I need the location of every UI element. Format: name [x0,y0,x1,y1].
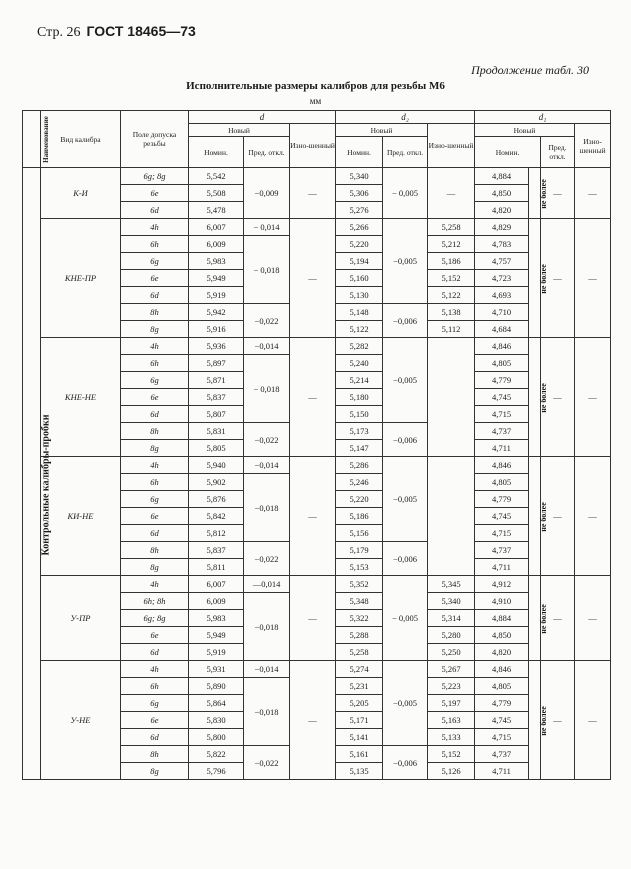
tolerance-field-cell: 6g [121,253,189,270]
table-row [23,168,611,185]
d2-worn-cell: 5,112 [428,321,475,338]
d-dev-header: Пред. откл. [244,137,290,168]
d1-nominal-cell: 4,846 [475,338,529,355]
tolerance-field-cell: 4h [121,457,189,474]
d-nominal-cell: 5,822 [189,746,244,763]
not-more-cell: не более [529,168,541,219]
d2-deviation-cell: −0,006 [383,304,428,338]
d1-deviation-cell: — [541,219,575,338]
d-deviation-cell: −0,022 [244,423,290,457]
d-worn-cell: — [290,168,336,219]
d2-nominal-cell: 5,153 [336,559,383,576]
d-deviation-cell: −0,014 [244,661,290,678]
tolerance-field-cell: 8g [121,440,189,457]
d1-nominal-cell: 4,737 [475,423,529,440]
d-nominal-cell: 5,936 [189,338,244,355]
d1-worn-cell: — [575,457,611,576]
d-deviation-cell: −0,022 [244,304,290,338]
d-nominal-cell: 6,007 [189,219,244,236]
d2-nominal-cell: 5,122 [336,321,383,338]
d1-nominal-cell: 4,820 [475,644,529,661]
d2-worn-cell: 5,126 [428,763,475,780]
d2-nominal-cell: 5,282 [336,338,383,355]
tolerance-field-cell: 6e [121,627,189,644]
table-row [23,457,611,474]
d-deviation-cell: −0,018 [244,678,290,746]
tolerance-field-cell: 6d [121,644,189,661]
d2-worn-cell: 5,250 [428,644,475,661]
d2-worn-cell: — [428,168,475,219]
d-nominal-cell: 5,811 [189,559,244,576]
page-number: Стр. 26 [37,25,81,40]
tolerance-field-cell: 8g [121,559,189,576]
tolerance-field-cell: 6g; 8g [121,610,189,627]
d-deviation-cell: −0,022 [244,746,290,780]
d2-deviation-cell: −0,005 [383,661,428,746]
d1-nominal-cell: 4,884 [475,168,529,185]
tolerance-field-cell: 6e [121,712,189,729]
d2-nominal-cell: 5,220 [336,491,383,508]
d1-nominal-cell: 4,684 [475,321,529,338]
d1-worn-header: Изно-шенный [575,124,611,168]
d-deviation-cell: −0,009 [244,168,290,219]
not-more-cell: не более [529,661,541,780]
d1-nominal-cell: 4,779 [475,491,529,508]
d2-worn-cell: 5,345 [428,576,475,593]
d2-nominal-cell: 5,130 [336,287,383,304]
d-deviation-cell: −0,018 [244,593,290,661]
d2-worn-cell: 5,280 [428,627,475,644]
gauge-type-cell: К-И [41,168,121,219]
d1-nominal-cell: 4,850 [475,627,529,644]
d-nominal-cell: 5,837 [189,389,244,406]
d1-nominal-cell: 4,693 [475,287,529,304]
d-header: d [189,111,336,124]
d1-nominal-cell: 4,757 [475,253,529,270]
d2-worn-cell: 5,163 [428,712,475,729]
d2-nominal-cell: 5,156 [336,525,383,542]
d2-nominal-cell: 5,306 [336,185,383,202]
d2-nominal-cell: 5,160 [336,270,383,287]
d2-nominal-cell: 5,148 [336,304,383,321]
d-deviation-cell: −0,018 [244,474,290,542]
gauge-type-cell: КНЕ-ПР [41,219,121,338]
tolerance-field-cell: 6e [121,508,189,525]
d1-nominal-cell: 4,711 [475,440,529,457]
d1-nominal-cell: 4,710 [475,304,529,321]
d2-worn-cell: 5,152 [428,746,475,763]
d-worn-cell: — [290,219,336,338]
tolerance-field-cell: 6e [121,270,189,287]
d-nominal-cell: 5,508 [189,185,244,202]
d-deviation-cell: − 0,018 [244,236,290,304]
d2-worn-cell: 5,267 [428,661,475,678]
d-nominal-cell: 5,949 [189,627,244,644]
table-row [23,338,611,355]
d1-dev-header: Пред. откл. [541,137,575,168]
d2-nominal-cell: 5,135 [336,763,383,780]
d1-deviation-cell: — [541,661,575,780]
d1-nominal-cell: 4,850 [475,185,529,202]
tolerance-field-cell: 6h [121,474,189,491]
d2-dev-header: Пред. откл. [383,137,428,168]
d1-nominal-cell: 4,745 [475,508,529,525]
d1-nominal-cell: 4,711 [475,559,529,576]
d1-nominal-cell: 4,805 [475,678,529,695]
d2-nominal-cell: 5,186 [336,508,383,525]
d1-nominal-cell: 4,737 [475,746,529,763]
d-deviation-cell: − 0,014 [244,219,290,236]
not-more-cell: не более [529,338,541,457]
d2-nominal-cell: 5,276 [336,202,383,219]
d2-deviation-cell: −0,006 [383,542,428,576]
tolerance-field-cell: 4h [121,338,189,355]
tolerance-field-cell: 6g [121,372,189,389]
d2-nominal-cell: 5,231 [336,678,383,695]
d-nominal-cell: 5,931 [189,661,244,678]
d2-nominal-cell: 5,266 [336,219,383,236]
d-nom-header: Номин. [189,137,244,168]
d2-worn-header: Изно-шенный [428,124,475,168]
tolerance-field-cell: 6h [121,236,189,253]
d-nominal-cell: 5,949 [189,270,244,287]
d-nominal-cell: 5,807 [189,406,244,423]
d-nominal-cell: 5,812 [189,525,244,542]
d-worn-cell: — [290,661,336,780]
unit-label: мм [309,96,322,106]
d2-nominal-cell: 5,173 [336,423,383,440]
d2-nominal-cell: 5,240 [336,355,383,372]
d1-nominal-cell: 4,745 [475,712,529,729]
d1-nominal-cell: 4,745 [475,389,529,406]
d-nominal-cell: 5,983 [189,610,244,627]
d2-nominal-cell: 5,246 [336,474,383,491]
d2-worn-cell: 5,223 [428,678,475,695]
tolerance-field-cell: 8h [121,304,189,321]
d-nominal-cell: 5,478 [189,202,244,219]
d1-deviation-cell: — [541,338,575,457]
d-nominal-cell: 5,830 [189,712,244,729]
d1-nominal-cell: 4,805 [475,474,529,491]
tolerance-field-cell: 4h [121,219,189,236]
d-nominal-cell: 6,009 [189,593,244,610]
gauge-type-cell: КИ-НЕ [41,457,121,576]
d2-worn-cell [428,457,475,576]
d1-nominal-cell: 4,884 [475,610,529,627]
d-deviation-cell: —0,014 [244,576,290,593]
d2-nominal-cell: 5,322 [336,610,383,627]
d-nominal-cell: 5,837 [189,542,244,559]
d-nominal-cell: 6,009 [189,236,244,253]
d-nominal-cell: 5,805 [189,440,244,457]
d-nominal-cell: 5,942 [189,304,244,321]
d-worn-cell: — [290,338,336,457]
gauge-type-cell: У-НЕ [41,661,121,780]
d1-nominal-cell: 4,715 [475,525,529,542]
d2-nominal-cell: 5,141 [336,729,383,746]
tolerance-field-cell: 6g [121,695,189,712]
tolerance-field-cell: 6h [121,355,189,372]
d1-worn-cell: — [575,219,611,338]
d2-nominal-cell: 5,150 [336,406,383,423]
d2-nominal-cell: 5,286 [336,457,383,474]
d-nominal-cell: 5,983 [189,253,244,270]
d2-worn-cell: 5,212 [428,236,475,253]
d1-nominal-cell: 4,783 [475,236,529,253]
d2-worn-cell: 5,186 [428,253,475,270]
d1-nominal-cell: 4,711 [475,763,529,780]
d-nominal-cell: 5,940 [189,457,244,474]
d-nominal-cell: 5,876 [189,491,244,508]
table-row [23,661,611,678]
d1-deviation-cell: — [541,457,575,576]
d1-nominal-cell: 4,820 [475,202,529,219]
side-label: Контрольные калибры-пробки [40,414,52,556]
tolerance-field-cell: 6g; 8g [121,168,189,185]
d-nominal-cell: 5,796 [189,763,244,780]
d2-nominal-cell: 5,258 [336,644,383,661]
field-column-header: Поле допуска резьбы [121,111,189,168]
gauge-dimensions-table [22,110,611,780]
table-title: Исполнительные размеры калибров для резьбы М6 [186,80,445,92]
d1-deviation-cell: — [541,168,575,219]
d1-nominal-cell: 4,715 [475,729,529,746]
d2-nominal-cell: 5,274 [336,661,383,678]
d-nominal-cell: 5,890 [189,678,244,695]
page-header [37,23,196,41]
d2-worn-cell: 5,340 [428,593,475,610]
d1-nominal-cell: 4,723 [475,270,529,287]
tolerance-field-cell: 6e [121,185,189,202]
d2-nominal-cell: 5,214 [336,372,383,389]
table-row [23,219,611,236]
d1-nominal-cell: 4,846 [475,457,529,474]
d-nominal-cell: 5,919 [189,287,244,304]
d1-nom-header: Номин. [475,137,541,168]
d2-deviation-cell: −0,006 [383,746,428,780]
d1-nominal-cell: 4,829 [475,219,529,236]
d2-nominal-cell: 5,205 [336,695,383,712]
d1-worn-cell: — [575,576,611,661]
d1-new-header: Новый [475,124,575,137]
d-worn-cell: — [290,576,336,661]
d-worn-cell: — [290,457,336,576]
name-column-header: Наименование [23,111,41,168]
d2-worn-cell: 5,133 [428,729,475,746]
not-more-cell: не более [529,457,541,576]
d2-new-header: Новый [336,124,428,137]
d2-deviation-cell: −0,005 [383,338,428,423]
d2-deviation-cell: − 0,005 [383,168,428,219]
d-deviation-cell: −0,022 [244,542,290,576]
d-worn-header: Изно-шенный [290,124,336,168]
d2-worn-cell: 5,138 [428,304,475,321]
d2-deviation-cell: −0,005 [383,457,428,542]
d2-nominal-cell: 5,161 [336,746,383,763]
d2-nominal-cell: 5,180 [336,389,383,406]
continuation-label: Продолжение табл. 30 [471,63,589,77]
tolerance-field-cell: 8g [121,763,189,780]
d1-deviation-cell: — [541,576,575,661]
gauge-type-cell: КНЕ-НЕ [41,338,121,457]
d2-worn-cell: 5,197 [428,695,475,712]
d-nominal-cell: 5,897 [189,355,244,372]
d2-worn-cell: 5,122 [428,287,475,304]
d-nominal-cell: 5,542 [189,168,244,185]
tolerance-field-cell: 8h [121,542,189,559]
d-nominal-cell: 5,916 [189,321,244,338]
not-more-cell: не более [529,219,541,338]
tolerance-field-cell: 6h; 8h [121,593,189,610]
d2-nominal-cell: 5,194 [336,253,383,270]
d1-nominal-cell: 4,910 [475,593,529,610]
tolerance-field-cell: 6d [121,202,189,219]
d1-worn-cell: — [575,168,611,219]
gauge-column-header: Вид калибра [41,111,121,168]
d2-nominal-cell: 5,352 [336,576,383,593]
d-nominal-cell: 5,871 [189,372,244,389]
d-deviation-cell: −0,014 [244,338,290,355]
d1-nominal-cell: 4,715 [475,406,529,423]
d2-deviation-cell: − 0,005 [383,576,428,661]
d1-nominal-cell: 4,779 [475,695,529,712]
tolerance-field-cell: 8g [121,321,189,338]
tolerance-field-cell: 6e [121,389,189,406]
tolerance-field-cell: 6d [121,525,189,542]
d1-worn-cell: — [575,661,611,780]
tolerance-field-cell: 8h [121,423,189,440]
d2-nominal-cell: 5,340 [336,168,383,185]
d2-deviation-cell: −0,005 [383,219,428,304]
d1-worn-cell: — [575,338,611,457]
standard-number: ГОСТ 18465—73 [86,23,196,39]
gauge-type-cell: У-ПР [41,576,121,661]
d2-worn-cell [428,338,475,457]
tolerance-field-cell: 6d [121,406,189,423]
tolerance-field-cell: 6d [121,287,189,304]
d-nominal-cell: 6,007 [189,576,244,593]
d-nominal-cell: 5,864 [189,695,244,712]
d2-header: d₂ [336,111,475,124]
tolerance-field-cell: 4h [121,661,189,678]
d2-worn-cell: 5,258 [428,219,475,236]
d-nominal-cell: 5,831 [189,423,244,440]
tolerance-field-cell: 8h [121,746,189,763]
table-row [23,576,611,593]
d1-nominal-cell: 4,912 [475,576,529,593]
d-deviation-cell: −0,014 [244,457,290,474]
tolerance-field-cell: 6g [121,491,189,508]
d-nominal-cell: 5,902 [189,474,244,491]
d-nominal-cell: 5,919 [189,644,244,661]
d1-nominal-cell: 4,779 [475,372,529,389]
d2-nominal-cell: 5,171 [336,712,383,729]
tolerance-field-cell: 6d [121,729,189,746]
d1-header: d₁ [475,111,611,124]
d2-nominal-cell: 5,179 [336,542,383,559]
tolerance-field-cell: 6h [121,678,189,695]
not-more-cell: не более [529,576,541,661]
d1-nominal-cell: 4,846 [475,661,529,678]
d-deviation-cell: − 0,018 [244,355,290,423]
d2-nominal-cell: 5,288 [336,627,383,644]
d1-nominal-cell: 4,805 [475,355,529,372]
d-new-header: Новый [189,124,290,137]
d2-nom-header: Номин. [336,137,383,168]
d-nominal-cell: 5,842 [189,508,244,525]
d2-nominal-cell: 5,147 [336,440,383,457]
d2-nominal-cell: 5,348 [336,593,383,610]
d-nominal-cell: 5,800 [189,729,244,746]
d2-worn-cell: 5,152 [428,270,475,287]
tolerance-field-cell: 4h [121,576,189,593]
d2-deviation-cell: −0,006 [383,423,428,457]
d2-nominal-cell: 5,220 [336,236,383,253]
d2-worn-cell: 5,314 [428,610,475,627]
d1-nominal-cell: 4,737 [475,542,529,559]
